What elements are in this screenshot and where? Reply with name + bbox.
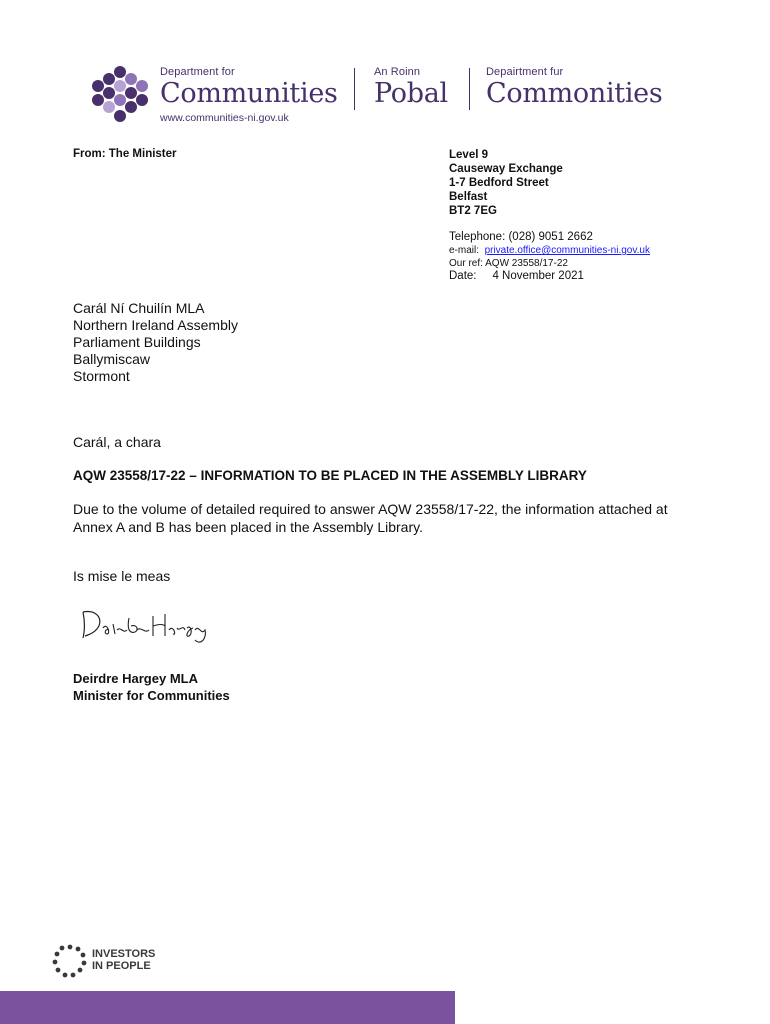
department-name-irish	[374, 66, 448, 110]
divider	[469, 68, 470, 110]
dept-big-us: Commonities	[486, 78, 663, 109]
dept-small-ga: An Roinn	[374, 66, 421, 78]
handwritten-signature	[73, 600, 223, 650]
contact-details	[449, 231, 650, 283]
recipient-address	[73, 300, 238, 385]
dept-url: www.communities-ni.gov.uk	[160, 112, 289, 124]
recipient-line: Ballymiscaw	[73, 351, 151, 367]
subject-line: AQW 23558/17-22 – INFORMATION TO BE PLACED IN THE ASSEMBLY LIBRARY	[73, 468, 587, 483]
email-label: e-mail:	[449, 245, 485, 256]
sender-address	[449, 148, 563, 218]
recipient-line: Stormont	[73, 368, 130, 384]
signer-block	[73, 670, 230, 704]
our-ref: Our ref: AQW 23558/17-22	[449, 258, 568, 269]
dept-small-en: Department for	[160, 66, 235, 78]
telephone: Telephone: (028) 9051 2662	[449, 231, 593, 243]
iip-line2: IN PEOPLE	[92, 960, 151, 972]
recipient-line: Parliament Buildings	[73, 334, 201, 350]
department-logo-icon	[90, 64, 150, 124]
dept-small-us: Depairtment fur	[486, 66, 564, 78]
email-link[interactable]: private.office@communities-ni.gov.uk	[484, 245, 650, 256]
signer-title: Minister for Communities	[73, 688, 230, 703]
signer-name: Deirdre Hargey MLA	[73, 671, 198, 686]
investors-in-people-logo-icon	[52, 943, 88, 979]
body-paragraph: Due to the volume of detailed required to answer AQW 23558/17-22, the information attached at Annex A and B has been placed in the Assembly Library.	[73, 501, 668, 535]
investors-in-people-text	[92, 948, 155, 972]
signoff: Is mise le meas	[73, 568, 171, 584]
address-line: 1-7 Bedford Street	[449, 177, 549, 189]
dept-big-ga: Pobal	[374, 78, 448, 109]
recipient-line: Carál Ní Chuilín MLA	[73, 300, 205, 316]
footer-bar	[0, 991, 455, 1024]
department-name-ulster-scots	[486, 66, 662, 110]
date: Date: 4 November 2021	[449, 270, 584, 282]
department-name-english	[160, 66, 338, 124]
address-line: Level 9	[449, 149, 488, 161]
divider	[354, 68, 355, 110]
address-line: BT2 7EG	[449, 205, 497, 217]
greeting: Carál, a chara	[73, 434, 161, 450]
address-line: Causeway Exchange	[449, 163, 563, 175]
dept-big-en: Communities	[160, 78, 338, 109]
recipient-line: Northern Ireland Assembly	[73, 317, 238, 333]
address-line: Belfast	[449, 191, 488, 203]
iip-line1: INVESTORS	[92, 948, 156, 960]
email-line	[449, 244, 650, 257]
from-line: From: The Minister	[73, 148, 177, 160]
